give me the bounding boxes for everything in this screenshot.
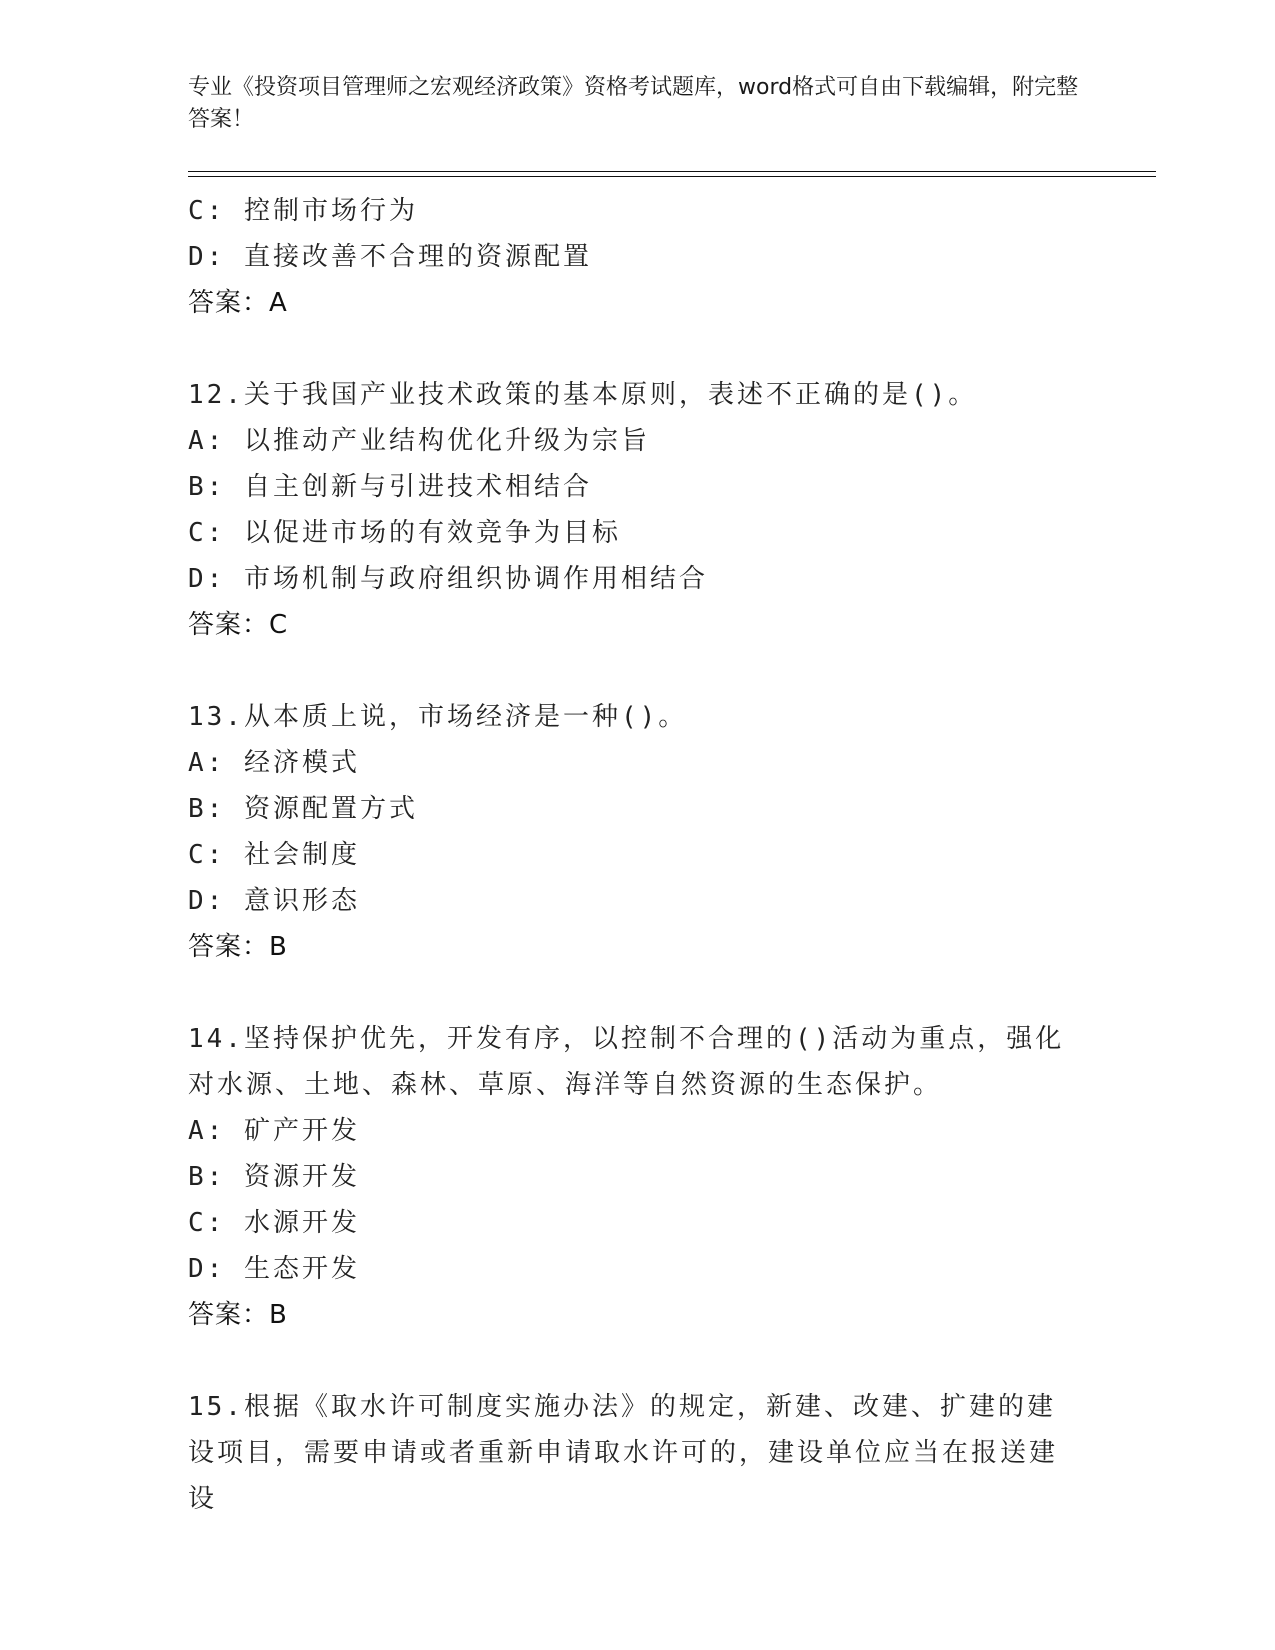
question-12 (188, 372, 1088, 648)
spacer (188, 1338, 1088, 1384)
option-a: A: 矿产开发 (188, 1116, 360, 1146)
header-rule-bottom (188, 176, 1156, 177)
option-c: C: 社会制度 (188, 840, 360, 870)
answer: 答案：C (188, 610, 289, 640)
option-a: A: 以推动产业结构优化升级为宗旨 (188, 426, 650, 456)
option-b: B: 资源开发 (188, 1162, 360, 1192)
option-d: D: 市场机制与政府组织协调作用相结合 (188, 564, 708, 594)
header-rule-top (188, 171, 1156, 172)
question-list (188, 188, 1088, 1522)
answer: 答案：B (188, 932, 288, 962)
option-c: C: 以促进市场的有效竞争为目标 (188, 518, 621, 548)
option-d: D: 直接改善不合理的资源配置 (188, 242, 592, 272)
spacer (188, 970, 1088, 1016)
spacer (188, 648, 1088, 694)
option-b: B: 资源配置方式 (188, 794, 418, 824)
question-stem: 14.坚持保护优先，开发有序，以控制不合理的()活动为重点，强化对水源、土地、森林、草原、海洋等自然资源的生态保护。 (188, 1024, 1065, 1100)
question-11-tail (188, 188, 1088, 326)
spacer (188, 326, 1088, 372)
question-stem: 15.根据《取水许可制度实施办法》的规定，新建、改建、扩建的建设项目，需要申请或者重新申请取水许可的，建设单位应当在报送建设 (188, 1392, 1059, 1514)
option-c: C: 水源开发 (188, 1208, 360, 1238)
option-d: D: 意识形态 (188, 886, 360, 916)
option-d: D: 生态开发 (188, 1254, 360, 1284)
answer: 答案：A (188, 288, 288, 318)
question-stem: 13.从本质上说，市场经济是一种()。 (188, 702, 688, 732)
answer: 答案：B (188, 1300, 288, 1330)
question-14 (188, 1016, 1088, 1338)
option-a: A: 经济模式 (188, 748, 360, 778)
question-15 (188, 1384, 1088, 1522)
option-b: B: 自主创新与引进技术相结合 (188, 472, 592, 502)
option-c: C: 控制市场行为 (188, 196, 418, 226)
question-stem: 12.关于我国产业技术政策的基本原则，表述不正确的是()。 (188, 380, 978, 410)
question-13 (188, 694, 1088, 970)
document-header: 专业《投资项目管理师之宏观经济政策》资格考试题库，word格式可自由下载编辑，附完整答案！ (188, 75, 1079, 132)
